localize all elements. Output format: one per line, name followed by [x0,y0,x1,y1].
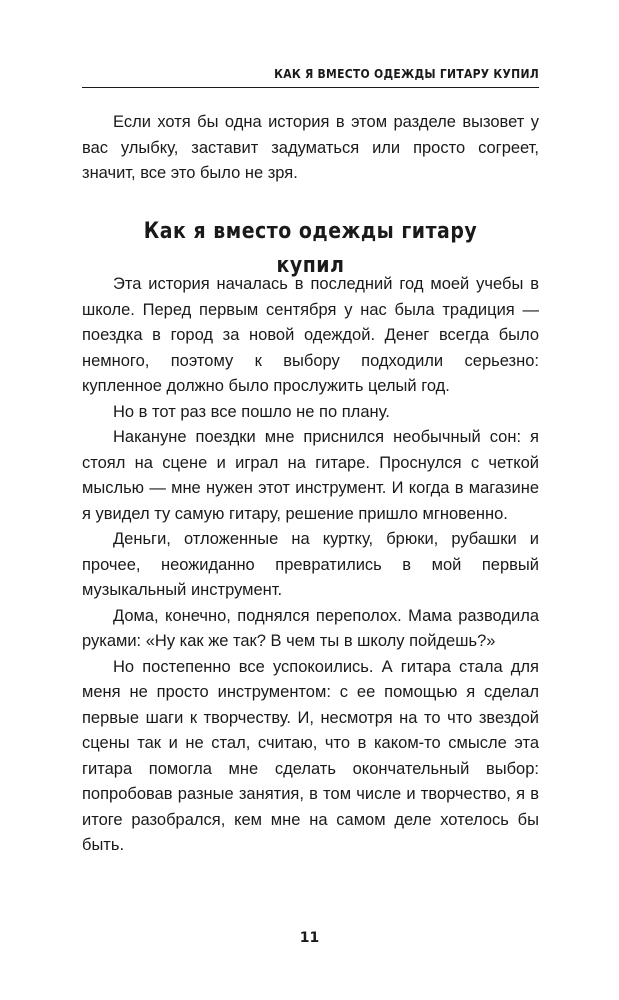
body-paragraph: Но постепенно все успокоились. А гитара стала для меня не просто инструментом: с ее помощью я сделал первые шаги к творчеству. И, несмотря на то что звездой сцены так и не стал, считаю, что в каком-то смысле эта гитара помогла мне сделать окончательный выбор: попробовав разные занятия, в том числе и творчество, я в итоге разобрался, кем мне на самом деле хотелось бы быть. [82,657,539,854]
body-paragraph: Но в тот раз все пошло не по плану. [113,402,390,421]
body-paragraph: Дома, конечно, поднялся переполох. Мама разводила руками: «Ну как же так? В чем ты в школу пойдешь?» [82,606,539,650]
chapter-body [82,272,539,859]
intro-paragraph: Если хотя бы одна история в этом разделе вызовет у вас улыбку, заставит задуматься или просто согреет, значит, все это было не зря. [82,113,539,182]
body-paragraph: Деньги, отложенные на куртку, брюки, рубашки и прочее, неожиданно превратились в мой первый музыкальный инструмент. [82,530,539,599]
header-rule [82,87,539,88]
chapter-title: Как я вместо одежды гитару купил [143,219,478,278]
page-number: 11 [299,930,320,946]
body-paragraph: Эта история началась в последний год моей учебы в школе. Перед первым сентября у нас была традиция — поездка в город за новой одеждой. Денег всегда было немного, поэтому к выбору подходили серьезно: купленное должно было прослужить целый год. [82,275,539,395]
body-paragraph: Накануне поездки мне приснился необычный сон: я стоял на сцене и играл на гитаре. Проснулся с четкой мыслью — мне нужен этот инструмент. И когда в магазине я увидел ту самую гитару, решение пришло мгновенно. [82,428,539,523]
intro-text [82,110,539,187]
running-header: КАК Я ВМЕСТО ОДЕЖДЫ ГИТАРУ КУПИЛ [274,67,539,81]
